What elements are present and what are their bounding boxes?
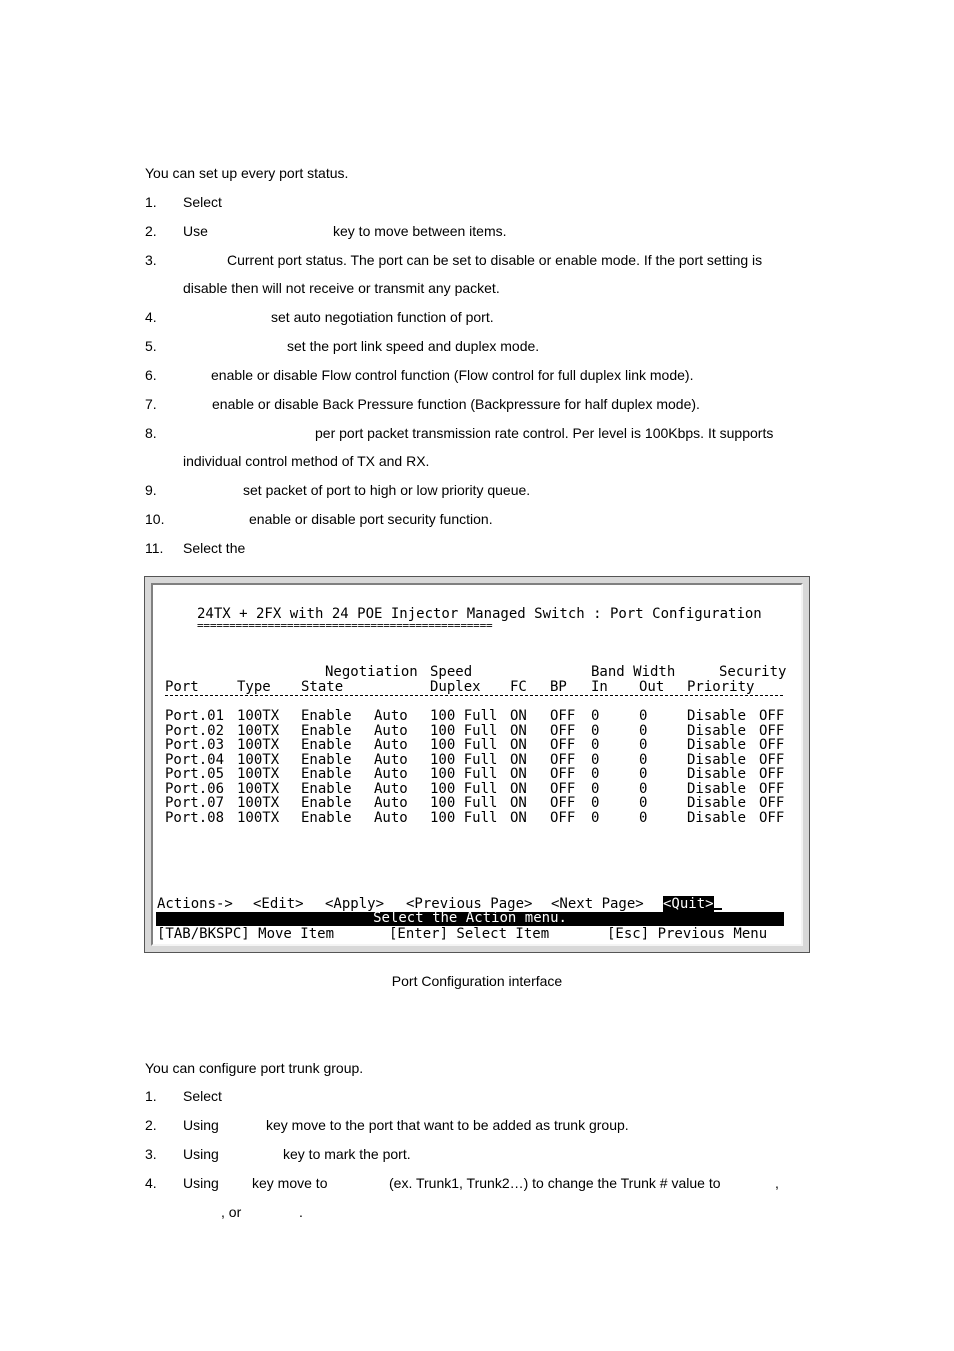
step-number: 1.	[145, 194, 157, 210]
row-band-in: 0	[591, 795, 600, 811]
row-speed-duplex: 100 Full	[430, 708, 498, 724]
row-band-out: 0	[639, 722, 648, 739]
step-text: key move to	[252, 1175, 328, 1191]
row-negotiation: Auto	[374, 751, 408, 768]
row-type: 100TX	[237, 795, 280, 811]
step-number: 11.	[145, 540, 164, 556]
row-bp: OFF	[550, 780, 576, 797]
row-type: 100TX	[237, 737, 280, 753]
step-text: Select	[183, 1088, 222, 1104]
row-state: Enable	[301, 795, 352, 811]
row-band-out: 0	[639, 809, 648, 826]
apply-action[interactable]: <Apply>	[325, 896, 385, 912]
row-speed-duplex: 100 Full	[430, 795, 498, 811]
row-band-out: 0	[639, 737, 648, 753]
row-port: Port.06	[165, 780, 225, 797]
next-page-action[interactable]: <Next Page>	[551, 896, 644, 912]
edit-action[interactable]: <Edit>	[253, 896, 304, 912]
row-negotiation: Auto	[374, 780, 408, 797]
row-negotiation: Auto	[374, 795, 408, 811]
row-fc: ON	[510, 737, 527, 753]
header-out: Out	[639, 679, 665, 695]
row-state: Enable	[301, 722, 352, 739]
step-text: Current port status. The port can be set to disable or enable mode. If the port setting is	[227, 252, 763, 268]
row-type: 100TX	[237, 780, 280, 797]
row-speed-duplex: 100 Full	[430, 722, 498, 739]
step-text: enable or disable Flow control function (Flow control for full duplex link mode).	[211, 367, 694, 383]
step-number: 2.	[145, 1117, 157, 1133]
row-state: Enable	[301, 766, 352, 782]
row-type: 100TX	[237, 708, 280, 724]
row-type: 100TX	[237, 809, 280, 826]
row-port: Port.03	[165, 737, 225, 753]
step-text-cont: individual control method of TX and RX.	[183, 453, 430, 469]
step-number: 5.	[145, 338, 157, 354]
row-fc: ON	[510, 809, 527, 826]
step-number: 3.	[145, 1146, 157, 1162]
step-text: enable or disable port security function.	[249, 511, 493, 527]
row-speed-duplex: 100 Full	[430, 809, 498, 826]
row-priority: Disable	[687, 766, 747, 782]
step-text: Select the	[183, 540, 246, 556]
step-text-cont: disable then will not receive or transmit any packet.	[183, 280, 500, 296]
step-number: 7.	[145, 396, 157, 412]
row-priority: Disable	[687, 795, 747, 811]
row-band-out: 0	[639, 795, 648, 811]
row-type: 100TX	[237, 766, 280, 782]
status-message: Select the Action menu.	[373, 910, 567, 926]
step-text: key to mark the port.	[283, 1146, 411, 1162]
row-priority: Disable	[687, 737, 747, 753]
row-band-in: 0	[591, 708, 600, 724]
row-band-out: 0	[639, 780, 648, 797]
header-security: Security	[719, 664, 787, 680]
row-band-in: 0	[591, 722, 600, 739]
help-select: [Enter] Select Item	[389, 926, 550, 942]
section2-intro: You can configure port trunk group.	[145, 1060, 364, 1076]
row-priority: Disable	[687, 708, 747, 724]
row-port: Port.07	[165, 795, 225, 811]
row-speed-duplex: 100 Full	[430, 751, 498, 768]
row-negotiation: Auto	[374, 809, 408, 826]
header-bp: BP	[550, 679, 567, 695]
row-fc: ON	[510, 766, 527, 782]
row-priority: Disable	[687, 751, 747, 768]
row-band-out: 0	[639, 751, 648, 768]
row-port: Port.01	[165, 708, 225, 724]
row-security: OFF	[759, 766, 785, 782]
row-security: OFF	[759, 751, 785, 768]
help-move: [TAB/BKSPC] Move Item	[157, 926, 335, 942]
step-text: Use	[183, 223, 208, 239]
row-priority: Disable	[687, 722, 747, 739]
row-fc: ON	[510, 722, 527, 739]
row-port: Port.04	[165, 751, 225, 768]
figure-caption: Port Configuration interface	[391, 973, 563, 989]
header-fc: FC	[510, 679, 527, 695]
row-negotiation: Auto	[374, 708, 408, 724]
step-text: (ex. Trunk1, Trunk2…) to change the Trunk # value to	[389, 1175, 721, 1191]
row-speed-duplex: 100 Full	[430, 766, 498, 782]
row-negotiation: Auto	[374, 737, 408, 753]
step-number: 1.	[145, 1088, 157, 1104]
header-port: Port	[165, 679, 199, 695]
step-number: 3.	[145, 252, 157, 268]
row-security: OFF	[759, 795, 785, 811]
row-type: 100TX	[237, 751, 280, 768]
row-band-out: 0	[639, 708, 648, 724]
step-text: key move to the port that want to be added as trunk group.	[266, 1117, 629, 1133]
row-bp: OFF	[550, 708, 576, 724]
step-number: 10.	[145, 511, 165, 527]
row-state: Enable	[301, 751, 352, 768]
row-bp: OFF	[550, 809, 576, 826]
step-text: set packet of port to high or low priority queue.	[243, 482, 531, 498]
row-band-in: 0	[591, 766, 600, 782]
step-text: ,	[775, 1175, 779, 1191]
row-priority: Disable	[687, 809, 747, 826]
row-negotiation: Auto	[374, 722, 408, 739]
step-text: Using	[183, 1117, 219, 1133]
row-bp: OFF	[550, 766, 576, 782]
previous-page-action[interactable]: <Previous Page>	[406, 896, 533, 912]
status-bar	[156, 912, 784, 926]
row-fc: ON	[510, 708, 527, 724]
terminal-screen	[151, 583, 803, 946]
row-security: OFF	[759, 722, 785, 739]
header-state: State	[301, 679, 344, 695]
row-security: OFF	[759, 780, 785, 797]
step-text: set the port link speed and duplex mode.	[287, 338, 540, 354]
step-number: 4.	[145, 1175, 157, 1191]
row-fc: ON	[510, 780, 527, 797]
step-number: 9.	[145, 482, 157, 498]
step-number: 8.	[145, 425, 157, 441]
step-number: 6.	[145, 367, 157, 383]
row-state: Enable	[301, 737, 352, 753]
row-fc: ON	[510, 751, 527, 768]
step-text: set auto negotiation function of port.	[271, 309, 494, 325]
row-band-in: 0	[591, 809, 600, 826]
row-security: OFF	[759, 737, 785, 753]
step-number: 4.	[145, 309, 157, 325]
row-security: OFF	[759, 809, 785, 826]
row-priority: Disable	[687, 780, 747, 797]
header-speed: Speed	[430, 664, 473, 680]
terminal-screenshot	[144, 576, 810, 953]
row-port: Port.08	[165, 809, 225, 826]
row-bp: OFF	[550, 795, 576, 811]
title-underline: ==============================================	[197, 619, 493, 632]
header-duplex: Duplex	[430, 679, 481, 695]
row-band-out: 0	[639, 766, 648, 782]
header-type: Type	[237, 679, 271, 695]
actions-label: Actions->	[157, 896, 233, 912]
row-negotiation: Auto	[374, 766, 408, 782]
step-text: per port packet transmission rate control. Per level is 100Kbps. It supports	[315, 425, 774, 441]
row-band-in: 0	[591, 780, 600, 797]
row-port: Port.05	[165, 766, 225, 782]
header-in: In	[591, 679, 608, 695]
header-priority: Priority	[687, 679, 755, 695]
row-type: 100TX	[237, 722, 280, 739]
step-number: 2.	[145, 223, 157, 239]
row-speed-duplex: 100 Full	[430, 780, 498, 797]
quit-action[interactable]: <Quit>	[663, 896, 714, 912]
section1-intro: You can set up every port status.	[145, 165, 349, 181]
row-bp: OFF	[550, 722, 576, 739]
row-state: Enable	[301, 809, 352, 826]
header-band-width: Band Width	[591, 664, 676, 680]
step-text-cont: .	[299, 1204, 303, 1220]
row-fc: ON	[510, 795, 527, 811]
help-previous-menu: [Esc] Previous Menu	[607, 926, 768, 942]
header-negotiation: Negotiation	[325, 664, 418, 680]
step-text: Using	[183, 1175, 219, 1191]
row-band-in: 0	[591, 751, 600, 768]
row-bp: OFF	[550, 751, 576, 768]
step-text: Select	[183, 194, 222, 210]
row-security: OFF	[759, 708, 785, 724]
row-band-in: 0	[591, 737, 600, 753]
row-state: Enable	[301, 708, 352, 724]
header-divider	[165, 695, 783, 697]
row-state: Enable	[301, 780, 352, 797]
row-bp: OFF	[550, 737, 576, 753]
step-text-cont: , or	[221, 1204, 242, 1220]
step-text: key to move between items.	[333, 223, 507, 239]
step-text: Using	[183, 1146, 219, 1162]
terminal-title: 24TX + 2FX with 24 POE Injector Managed Switch : Port Configuration	[197, 606, 762, 622]
row-speed-duplex: 100 Full	[430, 737, 498, 753]
step-text: enable or disable Back Pressure function (Backpressure for half duplex mode).	[212, 396, 700, 412]
row-port: Port.02	[165, 722, 225, 739]
